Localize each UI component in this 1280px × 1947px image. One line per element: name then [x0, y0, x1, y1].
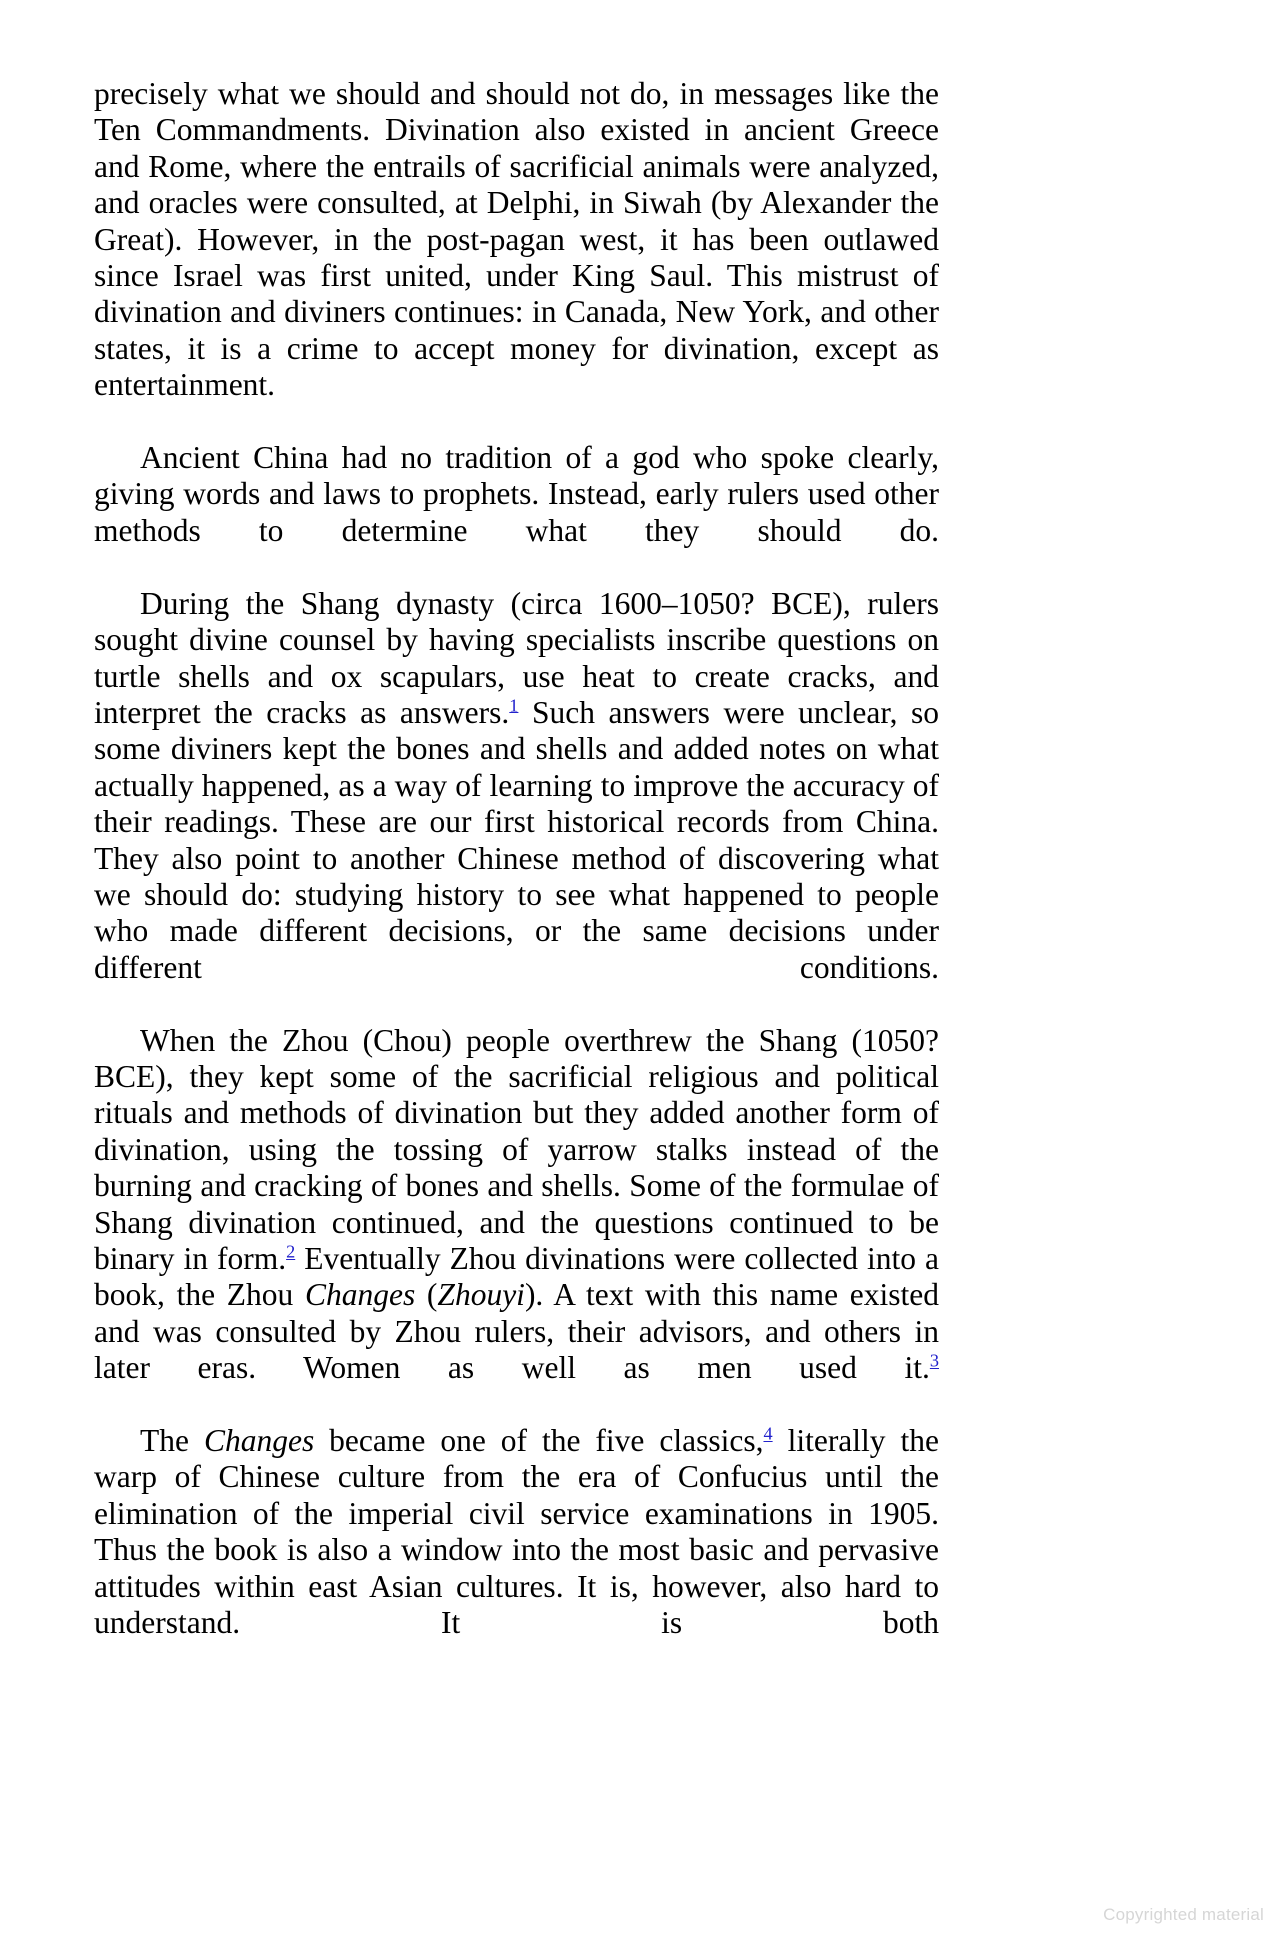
paragraph [94, 1023, 939, 1423]
footnote-link-4[interactable]: 4 [763, 1423, 773, 1444]
text-run: Eventually Zhou divinations were collected into a book, the Zhou [94, 1241, 939, 1313]
text-run: When the Zhou (Chou) people overthrew the Shang (1050? BCE), they kept some of the sacrificial religious and political rituals and methods of divination but they added another form of divination, using the tossing of yarrow stalks instead of the burning and cracking of bones and shells. Some of the formulae of Shang divination continued, and the questions continued to be binary in form. [94, 1022, 939, 1276]
page-text-column [94, 76, 939, 1678]
paragraph [94, 586, 939, 1023]
paragraph [94, 440, 939, 586]
text-run: became one of the five classics, [314, 1423, 764, 1459]
footnote-link-2[interactable]: 2 [286, 1241, 296, 1262]
text-run: Such answers were unclear, so some diviners kept the bones and shells and added notes on what actually happened, as a way of learning to improve the accuracy of their readings. These are our first historical records from China. They also point to another Chinese method of discovering what we should do: studying history to see what happened to people who made different decisions, or the same decisions under different conditions. [94, 694, 939, 985]
text-run: literally the warp of Chinese culture from the era of Confucius until the elimination of the imperial civil service examinations in 1905. Thus the book is also a window into the most basic and pervasive attitudes within east Asian cultures. It is, however, also hard to understand. It is both [94, 1423, 939, 1641]
text-run: Ancient China had no tradition of a god who spoke clearly, giving words and laws to prophets. Instead, early rulers used other methods to determine what they should do. [94, 440, 939, 548]
italic-title: Changes [304, 1277, 416, 1313]
copyright-watermark: Copyrighted material [1103, 1905, 1264, 1924]
italic-title: Changes [203, 1423, 315, 1459]
paragraph [94, 1423, 939, 1678]
text-run: ( [415, 1277, 438, 1313]
text-run: The [140, 1423, 204, 1459]
text-run: During the Shang dynasty (circa 1600–1050? BCE), rulers sought divine counsel by having specialists inscribe questions on turtle shells and ox scapulars, use heat to create cracks, and interpret the cracks as answers. [94, 585, 939, 730]
italic-title: Zhouyi [437, 1277, 525, 1313]
footnote-link-1[interactable]: 1 [509, 695, 519, 716]
text-run: precisely what we should and should not do, in messages like the Ten Commandments. Divination also existed in ancient Greece and Rome, where the entrails of sacrificial animals were analyzed, and oracles were consulted, at Delphi, in Siwah (by Alexander the Great). However, in the post-pagan west, it has been outlawed since Israel was first united, under King Saul. This mistrust of divination and diviners continues: in Canada, New York, and other states, it is a crime to accept money for divination, except as entertainment. [94, 76, 939, 403]
footnote-link-3[interactable]: 3 [929, 1350, 939, 1371]
text-run: ). A text with this name existed and was consulted by Zhou rulers, their advisors, and others in later eras. Women as well as men used it. [94, 1277, 939, 1386]
paragraph [94, 76, 939, 440]
